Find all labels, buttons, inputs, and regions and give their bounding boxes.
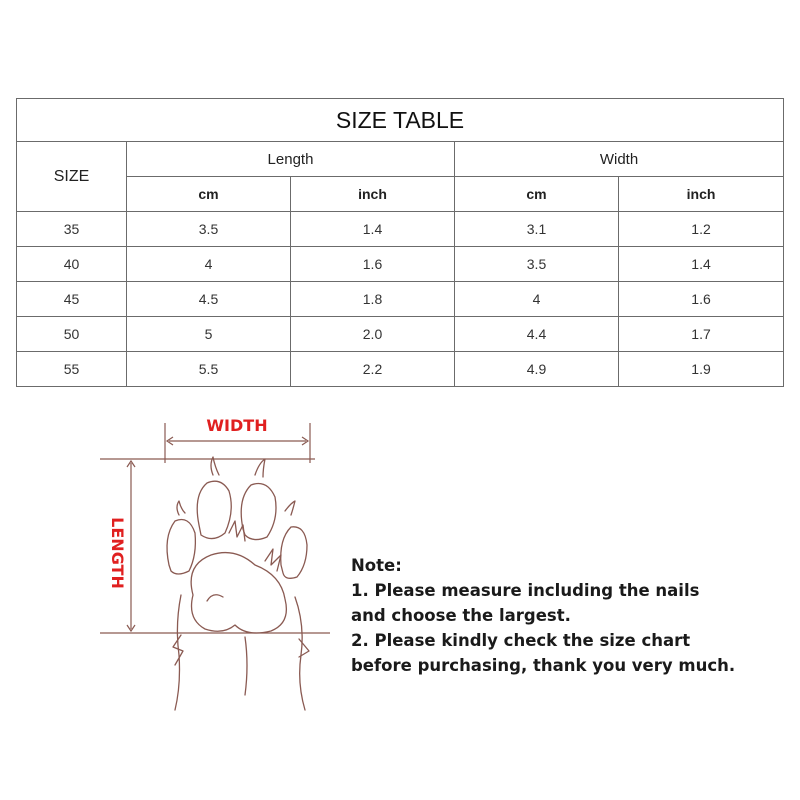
length-cm-cell: 5.5: [127, 352, 291, 387]
paw-icon: [167, 457, 309, 710]
length-inch-cell: 1.6: [291, 247, 455, 282]
claw-right: [255, 459, 265, 477]
leg-left-line: [175, 595, 181, 710]
toe-3: [167, 520, 195, 575]
width-group-header: Width: [455, 142, 784, 177]
note-line: and choose the largest.: [351, 606, 571, 625]
table-row: [17, 352, 784, 387]
size-cell: 50: [17, 317, 127, 352]
table-row: [17, 212, 784, 247]
length-cm-cell: 3.5: [127, 212, 291, 247]
leg-right-line: [295, 597, 305, 710]
note-block: [351, 553, 791, 678]
width-inch-cell: 1.6: [619, 282, 784, 317]
width-cm-cell: 3.5: [455, 247, 619, 282]
note-line: 2. Please kindly check the size chart: [351, 631, 691, 650]
size-cell: 55: [17, 352, 127, 387]
paw-measurement-diagram: [95, 415, 335, 715]
length-inch-cell: 1.8: [291, 282, 455, 317]
length-inch-cell: 2.2: [291, 352, 455, 387]
table-row: [17, 317, 784, 352]
size-column-header: SIZE: [17, 142, 127, 212]
size-cell: 35: [17, 212, 127, 247]
length-inch-cell: 2.0: [291, 317, 455, 352]
toe-4: [281, 527, 307, 579]
size-table: [16, 98, 784, 387]
fur-tuft-2: [265, 549, 281, 571]
size-cell: 40: [17, 247, 127, 282]
claw-outer-left: [177, 501, 185, 515]
length-inch-header: inch: [291, 177, 455, 212]
toe-2: [241, 484, 276, 540]
length-cm-header: cm: [127, 177, 291, 212]
table-row: [17, 282, 784, 317]
length-cm-cell: 4: [127, 247, 291, 282]
table-title: SIZE TABLE: [17, 99, 784, 142]
table-unit-header-row: [17, 177, 784, 212]
width-cm-cell: 3.1: [455, 212, 619, 247]
width-inch-header: inch: [619, 177, 784, 212]
length-label: LENGTH: [108, 517, 127, 589]
width-inch-cell: 1.2: [619, 212, 784, 247]
claw-outer-right: [285, 501, 295, 515]
length-group-header: Length: [127, 142, 455, 177]
table-title-row: [17, 99, 784, 142]
width-cm-cell: 4.4: [455, 317, 619, 352]
note-line: 1. Please measure including the nails: [351, 581, 700, 600]
length-dimension: [100, 459, 330, 633]
length-inch-cell: 1.4: [291, 212, 455, 247]
width-cm-header: cm: [455, 177, 619, 212]
leg-center-line: [245, 637, 247, 695]
length-cm-cell: 5: [127, 317, 291, 352]
width-cm-cell: 4.9: [455, 352, 619, 387]
length-cm-cell: 4.5: [127, 282, 291, 317]
claw-left: [211, 457, 219, 475]
table-group-header-row: [17, 142, 784, 177]
width-label: WIDTH: [206, 416, 268, 435]
width-cm-cell: 4: [455, 282, 619, 317]
note-heading: Note:: [351, 556, 402, 575]
toe-1: [197, 481, 231, 538]
width-inch-cell: 1.4: [619, 247, 784, 282]
width-inch-cell: 1.7: [619, 317, 784, 352]
width-inch-cell: 1.9: [619, 352, 784, 387]
table-row: [17, 247, 784, 282]
note-line: before purchasing, thank you very much.: [351, 656, 736, 675]
pad-crease: [207, 595, 223, 601]
size-cell: 45: [17, 282, 127, 317]
